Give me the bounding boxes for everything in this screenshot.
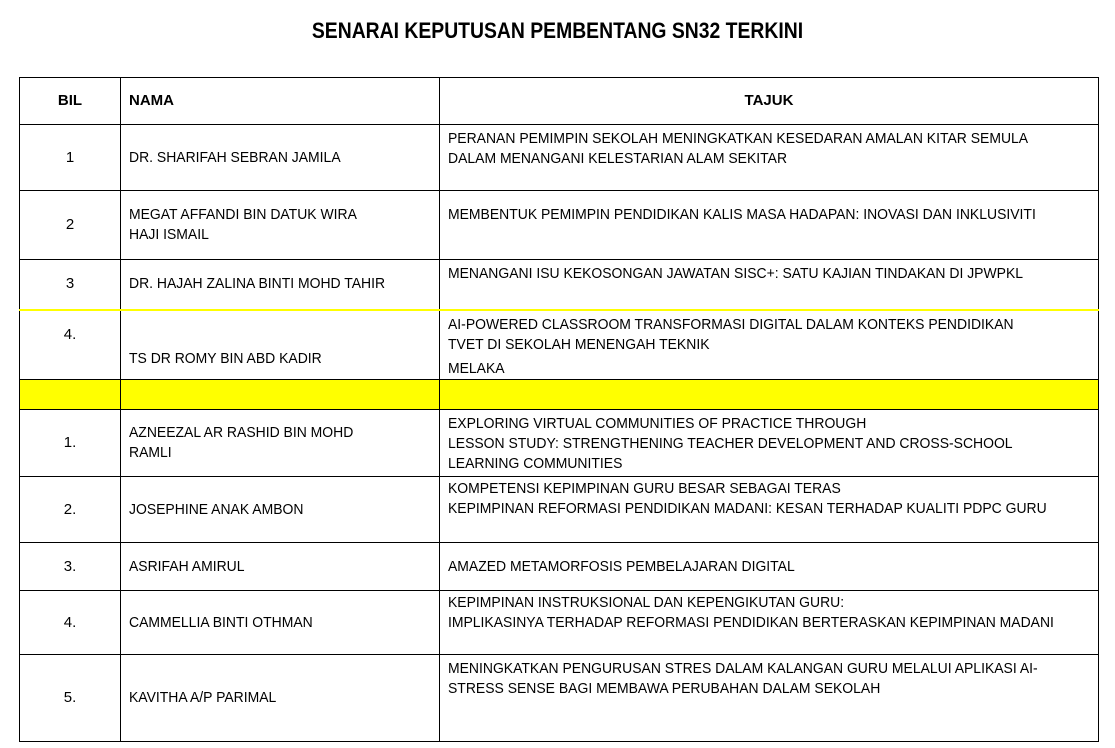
row-nama: [121, 410, 440, 477]
header-nama: NAMA: [121, 78, 440, 125]
header-tajuk: TAJUK: [440, 78, 1099, 125]
row-tajuk: [440, 477, 1099, 543]
highlight-cell: [20, 380, 121, 410]
row-bil: 4.: [20, 591, 121, 655]
table-row: [20, 591, 1099, 655]
table-row: [20, 410, 1099, 477]
row-bil: 1.: [20, 410, 121, 477]
row-tajuk: [440, 260, 1099, 310]
highlight-cell: [440, 380, 1099, 410]
tajuk-line: AMAZED METAMORFOSIS PEMBELAJARAN DIGITAL: [448, 557, 795, 575]
row-nama: [121, 125, 440, 191]
row-bil: 2.: [20, 477, 121, 543]
table-row: [20, 543, 1099, 591]
row-nama: [121, 655, 440, 742]
tajuk-line: MENANGANI ISU KEKOSONGAN JAWATAN SISC+: SATU KAJIAN TINDAKAN DI JPWPKL: [448, 265, 1024, 282]
row-tajuk: [440, 655, 1099, 742]
row-bil: 5.: [20, 655, 121, 742]
tajuk-line: MENINGKATKAN PENGURUSAN STRES DALAM KALANGAN GURU MELALUI APLIKASI AI-: [448, 660, 1038, 677]
highlight-row: [20, 380, 1099, 410]
nama-line: KAVITHA A/P PARIMAL: [129, 689, 277, 706]
row-tajuk: [440, 191, 1099, 260]
tajuk-line: KOMPETENSI KEPIMPINAN GURU BESAR SEBAGAI TERAS: [448, 480, 841, 497]
presenter-table: [19, 77, 1099, 742]
tajuk-line: EXPLORING VIRTUAL COMMUNITIES OF PRACTICE THROUGH: [448, 415, 867, 432]
table-row: [20, 477, 1099, 543]
nama-line: CAMMELLIA BINTI OTHMAN: [129, 613, 313, 631]
nama-line: RAMLI: [129, 444, 172, 461]
row-tajuk: [440, 125, 1099, 191]
tajuk-line: KEPIMPINAN REFORMASI PENDIDIKAN MADANI: KESAN TERHADAP KUALITI PDPC GURU: [448, 500, 1047, 517]
row-bil: 2: [20, 191, 121, 260]
table-header-row: [20, 78, 1099, 125]
nama-line: DR. HAJAH ZALINA BINTI MOHD TAHIR: [129, 275, 386, 293]
tajuk-line: AI-POWERED CLASSROOM TRANSFORMASI DIGITAL DALAM KONTEKS PENDIDIKAN: [448, 315, 1014, 333]
tajuk-line: PERANAN PEMIMPIN SEKOLAH MENINGKATKAN KESEDARAN AMALAN KITAR SEMULA: [448, 130, 1029, 147]
row-bil: 1: [20, 125, 121, 191]
row-tajuk: [440, 591, 1099, 655]
table-row: [20, 191, 1099, 260]
tajuk-line: MELAKA: [448, 359, 505, 377]
row-nama: [121, 260, 440, 310]
row-nama: [121, 591, 440, 655]
nama-line: HAJI ISMAIL: [129, 226, 209, 243]
row-tajuk: [440, 543, 1099, 591]
row-tajuk: [440, 410, 1099, 477]
nama-line: AZNEEZAL AR RASHID BIN MOHD: [129, 424, 354, 441]
table-row: [20, 125, 1099, 191]
tajuk-line: LEARNING COMMUNITIES: [448, 455, 623, 472]
tajuk-line: TVET DI SEKOLAH MENENGAH TEKNIK: [448, 335, 710, 353]
row-bil: 3.: [20, 543, 121, 591]
row-nama: [121, 543, 440, 591]
tajuk-line: DALAM MENANGANI KELESTARIAN ALAM SEKITAR: [448, 150, 788, 167]
table-row: [20, 655, 1099, 742]
nama-line: DR. SHARIFAH SEBRAN JAMILA: [129, 148, 341, 166]
nama-line: TS DR ROMY BIN ABD KADIR: [129, 350, 322, 367]
tajuk-line: LESSON STUDY: STRENGTHENING TEACHER DEVELOPMENT AND CROSS-SCHOOL: [448, 435, 1013, 452]
table-row: [20, 310, 1099, 380]
row-nama: [121, 477, 440, 543]
nama-line: MEGAT AFFANDI BIN DATUK WIRA: [129, 206, 357, 223]
nama-line: ASRIFAH AMIRUL: [129, 557, 245, 575]
tajuk-line: IMPLIKASINYA TERHADAP REFORMASI PENDIDIKAN BERTERASKAN KEPIMPINAN MADANI: [448, 614, 1054, 631]
row-tajuk: [440, 310, 1099, 380]
nama-line: JOSEPHINE ANAK AMBON: [129, 500, 304, 518]
highlight-cell: [121, 380, 440, 410]
tajuk-line: KEPIMPINAN INSTRUKSIONAL DAN KEPENGIKUTAN GURU:: [448, 594, 845, 611]
row-bil: 4.: [20, 310, 121, 380]
tajuk-line: MEMBENTUK PEMIMPIN PENDIDIKAN KALIS MASA HADAPAN: INOVASI DAN INKLUSIVITI: [448, 206, 1036, 223]
row-nama: [121, 310, 440, 380]
tajuk-line: STRESS SENSE BAGI MEMBAWA PERUBAHAN DALAM SEKOLAH: [448, 680, 881, 697]
row-nama: [121, 191, 440, 260]
header-bil: BIL: [20, 78, 121, 125]
table-row: [20, 260, 1099, 310]
page-title: SENARAI KEPUTUSAN PEMBENTANG SN32 TERKINI: [311, 18, 804, 43]
row-bil: 3: [20, 260, 121, 310]
